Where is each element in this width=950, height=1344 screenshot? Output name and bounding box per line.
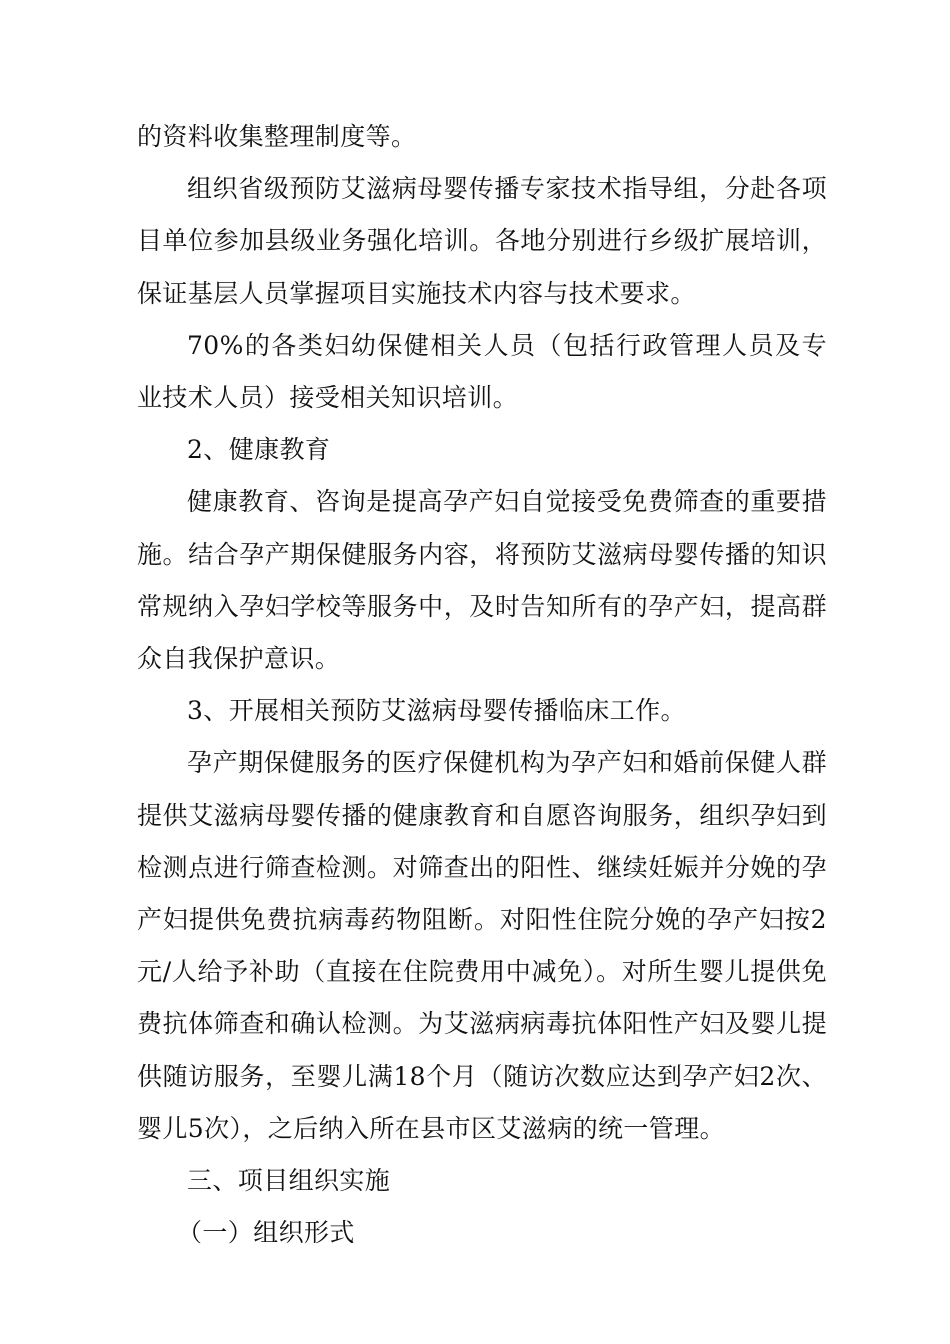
paragraph-continuation: 的资料收集整理制度等。	[137, 122, 417, 151]
paragraph-expert-training: 组织省级预防艾滋病母婴传播专家技术指导组，分赴各项目单位参加县级业务强化培训。各地分别进行乡级扩展培训，保证基层人员掌握项目实施技术内容与技术要求。	[137, 174, 827, 308]
document-body	[137, 111, 827, 1259]
paragraph-health-education: 健康教育、咨询是提高孕产妇自觉接受免费筛查的重要措施。结合孕产期保健服务内容，将预防艾滋病母婴传播的知识常规纳入孕妇学校等服务中，及时告知所有的孕产妇，提高群众自我保护意识。	[137, 487, 827, 674]
heading-health-education: 2、健康教育	[187, 435, 331, 465]
heading-project-implementation: 三、项目组织实施	[187, 1166, 391, 1196]
heading-organization-form: （一）组织形式	[177, 1218, 355, 1248]
paragraph-clinical-work: 孕产期保健服务的医疗保健机构为孕产妇和婚前保健人群提供艾滋病母婴传播的健康教育和自愿咨询服务，组织孕妇到检测点进行筛查检测。对筛查出的阳性、继续妊娠并分娩的孕产妇提供免费抗病毒药物阻断。对阳性住院分娩的孕产妇按2元/人给予补助（直接在住院费用中减免）。对所生婴儿提供免费抗体筛查和确认检测。为艾滋病病毒抗体阳性产妇及婴儿提供随访服务，至婴儿满18个月（随访次数应达到孕产妇2次、婴儿5次），之后纳入所在县市区艾滋病的统一管理。	[137, 748, 827, 1143]
paragraph-staff-training: 70%的各类妇幼保健相关人员（包括行政管理人员及专业技术人员）接受相关知识培训。	[137, 330, 827, 413]
heading-clinical-work: 3、开展相关预防艾滋病母婴传播临床工作。	[187, 696, 686, 726]
